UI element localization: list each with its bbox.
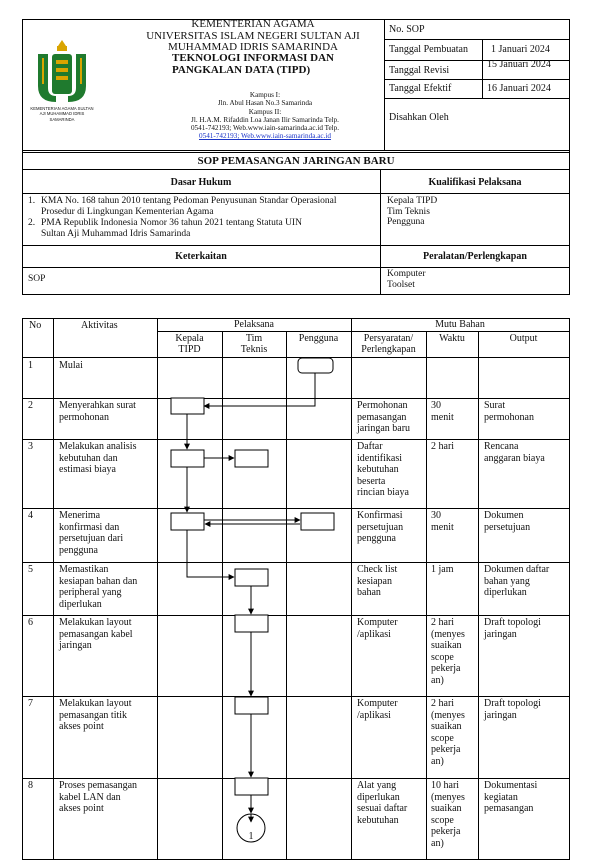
output-cell-line: Dokumentasi	[484, 780, 538, 791]
row-number: 7	[28, 698, 33, 709]
waktu-cell-line: 2 hari	[431, 441, 455, 452]
waktu-cell-line: scope	[431, 814, 454, 826]
item-line: Sultan Aji Muhammad Idris Samarinda	[41, 228, 191, 239]
aktivitas-cell-line: kebutuhan dan	[59, 452, 118, 464]
output-cell-line: Dokumen daftar	[484, 564, 550, 575]
waktu-cell-line: an)	[431, 837, 444, 849]
peralatan-heading: Peralatan/Perlengkapan	[423, 251, 527, 262]
header-line: Tim	[245, 333, 263, 344]
waktu-cell-line: pekerja	[431, 826, 461, 837]
persyaratan-cell-line: Daftar	[357, 441, 383, 452]
waktu-cell-line: (menyes	[431, 628, 465, 640]
col-header-mutu: Mutu Bahan	[435, 319, 485, 330]
item-line: KMA No. 168 tahun 2010 tentang Pedoman Penyusunan Standar Operasional	[41, 196, 337, 206]
persyaratan-cell-line: /aplikasi	[357, 628, 391, 640]
aktivitas-cell-line: kesiapan bahan dan	[59, 575, 138, 587]
kualifikasi-item: Kepala TIPD	[387, 196, 438, 206]
tanggal-revisi-value: 15 Januari 2024	[487, 59, 551, 70]
waktu-cell-line: 1 jam	[431, 564, 454, 575]
tanggal-pembuatan-label: Tanggal Pembuatan	[389, 44, 468, 55]
header-line: TIPD	[178, 344, 201, 356]
persyaratan-cell-line: /aplikasi	[357, 709, 391, 721]
col-header-no: No	[29, 320, 42, 331]
waktu-cell-line: scope	[431, 732, 454, 744]
aktivitas-cell-line: Melakukan layout	[59, 698, 132, 709]
waktu-cell-line: suaikan	[431, 640, 462, 651]
institution-line-3: MUHAMMAD IDRIS SAMARINDA	[168, 41, 338, 54]
waktu-cell-line: (menyes	[431, 791, 465, 803]
disahkan-label: Disahkan Oleh	[389, 112, 449, 123]
tanggal-efektif-value: 16 Januari 2024	[487, 83, 551, 94]
persyaratan-cell-line: Permohonan	[357, 400, 408, 411]
output-cell-line: kegiatan	[484, 791, 518, 803]
persyaratan-cell-line: Komputer	[357, 617, 398, 628]
process-box-4b	[301, 513, 334, 530]
row-number: 5	[28, 564, 33, 575]
kualifikasi-item: Pengguna	[387, 217, 425, 228]
process-box-5	[235, 569, 268, 586]
waktu-cell-line: 10 hari	[431, 780, 460, 791]
output-cell-line: anggaran biaya	[484, 452, 545, 464]
output-cell-line: pemasangan	[484, 803, 534, 814]
connector-label: 1	[248, 831, 254, 842]
row-number: 1	[28, 360, 33, 371]
waktu-cell-line: suaikan	[431, 721, 462, 732]
aktivitas-cell-line: estimasi biaya	[59, 464, 116, 475]
waktu-cell-line: an)	[431, 674, 444, 686]
output-cell-line: permohonan	[484, 411, 534, 423]
output-cell-line: jaringan	[484, 628, 517, 640]
unit-line-2: PANGKALAN DATA (TIPD)	[172, 63, 311, 76]
col-header-pelaksana: Pelaksana	[234, 319, 274, 330]
unit-line-1: TEKNOLOGI INFORMASI DAN	[172, 52, 334, 64]
kualifikasi-heading: Kualifikasi Pelaksana	[428, 177, 522, 188]
peralatan-item: Toolset	[387, 279, 415, 290]
keterkaitan-value: SOP	[28, 274, 46, 284]
aktivitas-cell-line: kabel LAN dan	[59, 791, 121, 803]
item-line: Prosedur di Lingkungan Kementerian Agama	[41, 206, 214, 217]
row-number: 2	[28, 400, 33, 411]
aktivitas-cell-line: akses point	[59, 803, 104, 814]
waktu-cell-line: (menyes	[431, 709, 465, 721]
tanggal-efektif-label: Tanggal Efektif	[389, 83, 452, 94]
campus-1-label: Kampus I:	[249, 91, 281, 99]
process-box-7	[235, 697, 268, 714]
output-cell-line: Draft topologi	[484, 617, 541, 628]
aktivitas-cell-line: Menyerahkan surat	[59, 400, 136, 411]
flow-arrow	[204, 373, 315, 406]
row-number: 6	[28, 617, 33, 628]
output-cell-line: Surat	[484, 400, 506, 411]
start-terminator	[298, 358, 333, 373]
website-link[interactable]: 0541-742193; Web.www.iain-samarinda.ac.id	[199, 132, 331, 141]
aktivitas-cell-line: Proses pemasangan	[59, 780, 138, 791]
sop-title: SOP PEMASANGAN JARINGAN BARU	[197, 155, 395, 167]
waktu-cell-line: pekerja	[431, 663, 461, 674]
header-line: Perlengkapan	[361, 344, 416, 356]
row-number: 4	[28, 510, 33, 521]
waktu-cell-line: 30	[431, 400, 441, 411]
tanggal-pembuatan-value: 1 Januari 2024	[491, 44, 550, 55]
aktivitas-cell-line: Melakukan analisis	[59, 441, 137, 452]
flow-arrow	[187, 530, 234, 577]
keterkaitan-heading: Keterkaitan	[175, 251, 227, 262]
aktivitas-cell-line: peripheral yang	[59, 587, 122, 598]
aktivitas-cell-line: Melakukan layout	[59, 617, 132, 628]
item-line: PMA Republik Indonesia Nomor 36 tahun 2021 tentang Statuta UIN	[41, 218, 302, 229]
aktivitas-cell-line: Memastikan	[59, 564, 109, 575]
institution-line-1: KEMENTERIAN AGAMA	[191, 18, 315, 30]
aktivitas-cell-line: Menerima	[59, 510, 101, 521]
output-cell-line: Rencana	[484, 441, 519, 452]
persyaratan-cell-line: Alat yang	[357, 780, 397, 791]
persyaratan-cell-line: kebutuhan	[357, 814, 399, 826]
aktivitas-cell-line: pengguna	[59, 544, 98, 556]
row-number: 3	[28, 441, 33, 452]
process-box-6	[235, 615, 268, 632]
aktivitas-cell-line: jaringan	[59, 640, 92, 651]
process-box-3b	[235, 450, 268, 467]
campus-1-address: Jln. Abul Hasan No.3 Samarinda	[217, 99, 313, 108]
col-header-waktu: Waktu	[439, 333, 465, 344]
item-number: 2.	[28, 218, 36, 229]
persyaratan-cell-line: kebutuhan	[357, 464, 399, 475]
persyaratan-cell-line: rincian biaya	[357, 487, 409, 498]
col-header-pengguna: Pengguna	[298, 333, 339, 344]
waktu-cell-line: 2 hari	[431, 617, 455, 628]
row-number: 8	[28, 780, 33, 791]
persyaratan-cell-line: Komputer	[357, 698, 398, 709]
waktu-cell-line: an)	[431, 755, 444, 767]
header-line: Kepala	[175, 333, 204, 344]
persyaratan-cell-line: Check list	[357, 564, 398, 575]
header-line: Persyaratan/	[363, 333, 414, 344]
waktu-cell-line: menit	[431, 411, 454, 423]
waktu-cell-line: suaikan	[431, 803, 462, 814]
waktu-cell-line: menit	[431, 521, 454, 533]
dasar-hukum-heading: Dasar Hukum	[170, 177, 232, 188]
process-box-2	[171, 398, 204, 414]
aktivitas-cell-line: konfirmasi dan	[59, 521, 120, 533]
output-cell-line: Draft topologi	[484, 698, 541, 709]
persyaratan-cell-line: kesiapan	[357, 575, 392, 587]
persyaratan-cell-line: Konfirmasi	[357, 510, 403, 521]
no-sop-label: No. SOP	[389, 24, 425, 35]
item-number: 1.	[28, 196, 36, 206]
persyaratan-cell-line: bahan	[357, 587, 381, 598]
persyaratan-cell-line: pemasangan	[357, 411, 407, 423]
campus-2-address: Jl. H.A.M. Rifaddin Loa Janan Ilir Samarinda Telp.	[191, 115, 339, 124]
persyaratan-cell-line: beserta	[357, 475, 386, 487]
waktu-cell-line: scope	[431, 651, 454, 663]
col-header-aktivitas: Aktivitas	[81, 320, 118, 331]
aktivitas-cell-line: Mulai	[59, 360, 83, 371]
persyaratan-cell-line: jaringan baru	[357, 423, 411, 434]
waktu-cell-line: pekerja	[431, 744, 461, 755]
output-cell-line: persetujuan	[484, 521, 531, 533]
aktivitas-cell-line: diperlukan	[59, 598, 102, 610]
aktivitas-cell-line: pemasangan titik	[59, 709, 128, 721]
col-header-output: Output	[509, 333, 538, 344]
campus-2-contact: 0541-742193; Web.www.iain-samarinda.ac.id Telp.	[190, 124, 340, 133]
process-box-4a	[171, 513, 204, 530]
logo-caption: KEMENTERIAN AGAMA SULTAN AJI MUHAMMAD IDRIS SAMARINDA	[30, 106, 94, 122]
persyaratan-cell-line: persetujuan	[357, 521, 404, 533]
output-cell-line: diperlukan	[484, 587, 527, 598]
institution-line-2: UNIVERSITAS ISLAM NEGERI SULTAN AJI	[146, 29, 360, 42]
campus-2-label: Kampus II:	[248, 107, 282, 116]
process-box-8	[235, 778, 268, 795]
output-cell-line: Dokumen	[484, 510, 524, 521]
persyaratan-cell-line: pengguna	[357, 533, 396, 544]
waktu-cell-line: 30	[431, 510, 441, 521]
aktivitas-cell-line: akses point	[59, 721, 104, 732]
persyaratan-cell-line: identifikasi	[357, 452, 402, 464]
output-cell-line: bahan yang	[484, 575, 530, 587]
tanggal-revisi-label: Tanggal Revisi	[389, 65, 450, 76]
process-box-3a	[171, 450, 204, 467]
peralatan-item: Komputer	[387, 269, 426, 279]
aktivitas-cell-line: persetujuan dari	[59, 533, 124, 544]
persyaratan-cell-line: diperlukan	[357, 791, 400, 803]
aktivitas-cell-line: permohonan	[59, 411, 109, 423]
output-cell-line: jaringan	[484, 709, 517, 721]
aktivitas-cell-line: pemasangan kabel	[59, 628, 133, 640]
kualifikasi-item: Tim Teknis	[387, 206, 430, 217]
persyaratan-cell-line: sesuai daftar	[357, 803, 408, 814]
waktu-cell-line: 2 hari	[431, 698, 455, 709]
header-line: Teknis	[240, 344, 268, 356]
